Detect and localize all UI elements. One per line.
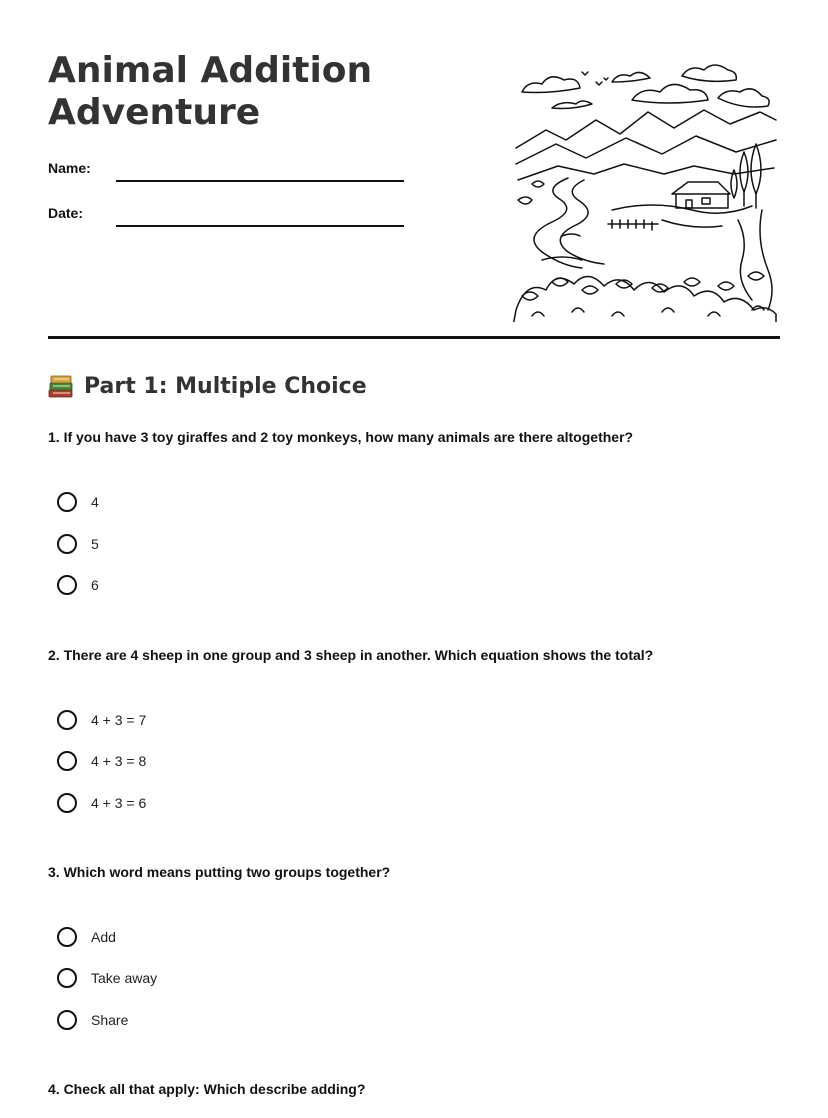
option-label: Add (91, 929, 116, 945)
question-1: 1. If you have 3 toy giraffes and 2 toy monkeys, how many animals are there altogether? (48, 429, 634, 445)
worksheet-title (48, 50, 372, 134)
name-field[interactable] (116, 180, 404, 182)
header-divider (48, 336, 780, 339)
radio-button[interactable] (57, 575, 77, 595)
option-label: 5 (91, 536, 99, 552)
option-label: 4 + 3 = 8 (91, 753, 147, 769)
books-icon (48, 375, 74, 399)
q1-option-c[interactable] (57, 575, 99, 595)
option-label: 4 + 3 = 6 (91, 795, 147, 811)
title-text: Animal Addition Adventure (48, 50, 373, 133)
option-label: 4 + 3 = 7 (91, 712, 147, 728)
q3-option-b[interactable] (57, 968, 157, 988)
q2-option-a[interactable] (57, 710, 146, 730)
option-label: 4 (91, 494, 99, 510)
question-2: 2. There are 4 sheep in one group and 3 sheep in another. Which equation shows the total? (48, 647, 654, 663)
name-label: Name: (48, 160, 91, 176)
date-field[interactable] (116, 225, 404, 227)
question-3: 3. Which word means putting two groups together? (48, 864, 391, 880)
radio-button[interactable] (57, 492, 77, 512)
q2-option-c[interactable] (57, 793, 146, 813)
radio-button[interactable] (57, 534, 77, 554)
q3-option-c[interactable] (57, 1010, 128, 1030)
radio-button[interactable] (57, 751, 77, 771)
landscape-illustration (512, 60, 780, 322)
radio-button[interactable] (57, 710, 77, 730)
radio-button[interactable] (57, 927, 77, 947)
section-heading (48, 374, 367, 399)
question-4: 4. Check all that apply: Which describe adding? (48, 1081, 366, 1097)
option-label: Share (91, 1012, 129, 1028)
q1-option-b[interactable] (57, 534, 99, 554)
section-heading-text: Part 1: Multiple Choice (84, 374, 367, 399)
radio-button[interactable] (57, 793, 77, 813)
radio-button[interactable] (57, 1010, 77, 1030)
option-label: Take away (91, 970, 158, 986)
option-label: 6 (91, 577, 99, 593)
q2-option-b[interactable] (57, 751, 146, 771)
q3-option-a[interactable] (57, 927, 116, 947)
date-label: Date: (48, 205, 84, 221)
q1-option-a[interactable] (57, 492, 99, 512)
radio-button[interactable] (57, 968, 77, 988)
